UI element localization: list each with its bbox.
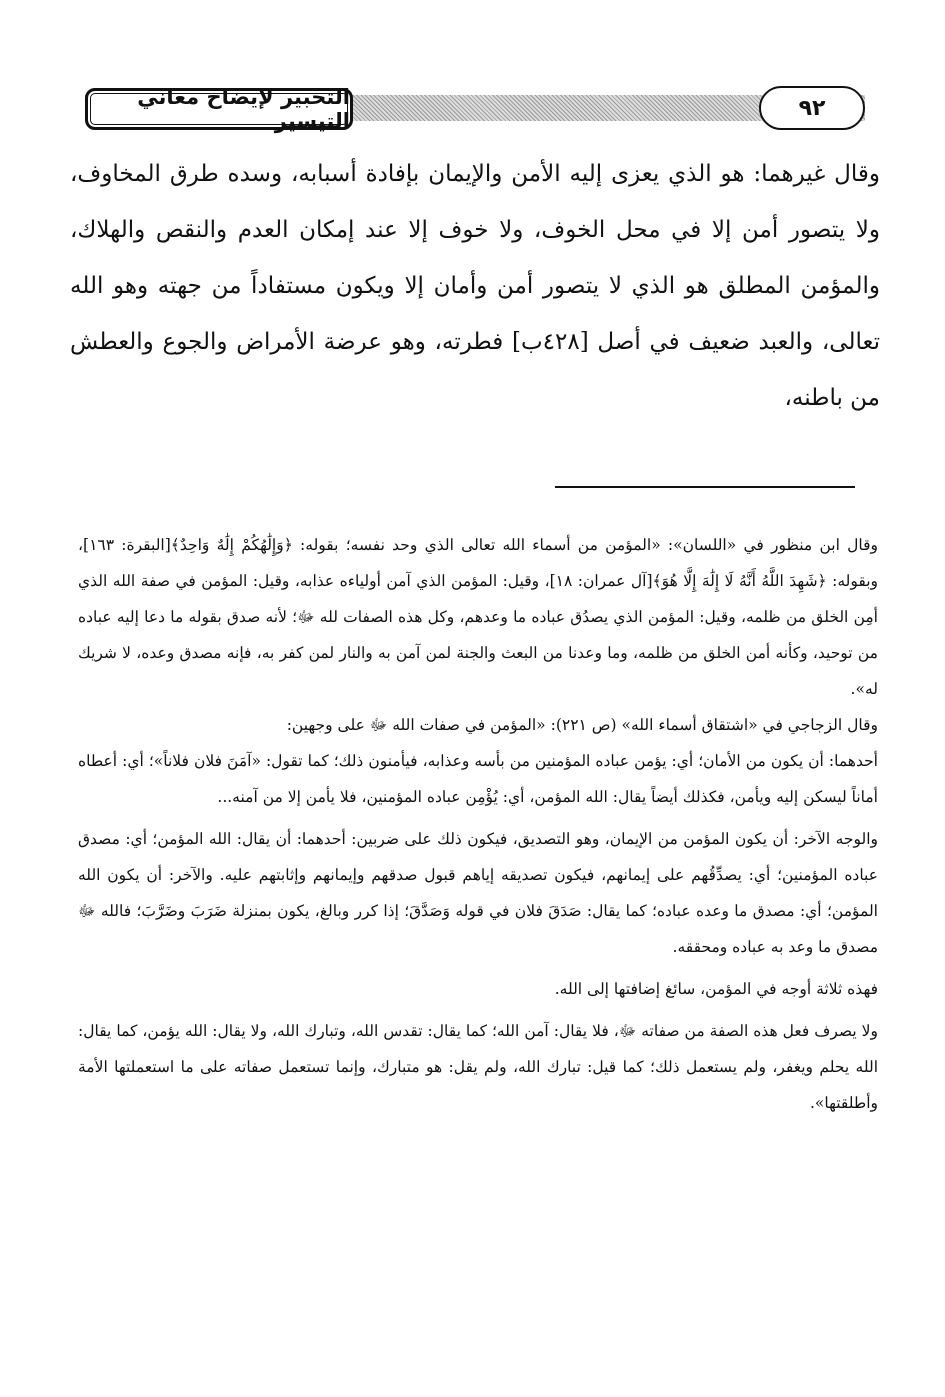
- footnote-paragraph: فهذه ثلاثة أوجه في المؤمن، سائغ إضافتها إلى الله.: [554, 980, 878, 998]
- footnote-paragraph: أحدهما: أن يكون من الأمان؛ أي: يؤمن عباده المؤمنين من بأسه وعذابه، فيأمنون ذلك؛ كما تقول: «آمَنَ فلان فلاناً»؛ أي: أعطاه أماناً ليسكن إليه ويأمن، فكذلك أيضاً يقال: الله المؤمن، أي: يُؤْمِن عباده المؤمنين، فلا يأمن إلا من آمنه...: [78, 752, 878, 806]
- page-header: [85, 84, 865, 133]
- footnote-paragraph: وقال الزجاجي في «اشتقاق أسماء الله» (ص ٢٢١): «المؤمن في صفات الله ﷻ على وجهين:: [286, 716, 878, 734]
- main-text: [70, 146, 880, 426]
- running-title: التحبير لإيضاح معاني التيسير: [85, 88, 353, 130]
- footnote-paragraph: والوجه الآخر: أن يكون المؤمن من الإيمان، وهو التصديق، فيكون ذلك على ضربين: أحدهما: أن يقال: الله المؤمن؛ أي: مصدق عباده المؤمنين؛ أي: يصدِّقُهم على إيمانهم، فيكون تصديقه إياهم قبول صدقهم وإيمانهم وإثابتهم عليه. والآخر: أن يكون الله المؤمن؛ أي: مصدق ما وعده عباده؛ كما يقال: صَدَقَ فلان في قوله وَصَدَّقَ؛ إذا كرر وبالغ، يكون بمنزلة ضَرَبَ وضَرَّبَ؛ فالله ﷻ مصدق ما وعد به عباده ومحققه.: [78, 830, 878, 956]
- footnote-paragraph: ولا يصرف فعل هذه الصفة من صفاته ﷻ، فلا يقال: آمن الله؛ كما يقال: تقدس الله، وتبارك الله، ولا يقال: الله يؤمن، كما يقال: الله يحلم ويغفر، ولم يستعمل ذلك؛ كما قيل: تبارك الله، ولم يقل: هو متبارك، وإنما تستعمل صفاته على ما استعملتها الأمة وأطلقتها».: [78, 1022, 878, 1112]
- footnote-separator: [555, 486, 855, 488]
- page-number: ٩٢: [759, 86, 865, 130]
- main-paragraph: وقال غيرهما: هو الذي يعزى إليه الأمن والإيمان بإفادة أسبابه، وسده طرق المخاوف، ولا يتصور أمن إلا في محل الخوف، ولا خوف إلا عند إمكان العدم والنقص والهلاك، والمؤمن المطلق هو الذي لا يتصور أمن وأمان إلا ويكون مستفاداً من جهته وهو الله تعالى، والعبد ضعيف في أصل [٤٢٨ب] فطرته، وهو عرضة الأمراض والجوع والعطش من باطنه،: [70, 161, 880, 411]
- footnotes: [78, 527, 878, 1121]
- footnote-paragraph: وقال ابن منظور في «اللسان»: «المؤمن من أسماء الله تعالى الذي وحد نفسه؛ بقوله: ﴿وَإِلَٰهُكُمْ إِلَٰهٌ وَاحِدٌ﴾[البقرة: ١٦٣]، وبقوله: ﴿شَهِدَ اللَّهُ أَنَّهُ لَا إِلَٰهَ إِلَّا هُوَ﴾[آل عمران: ١٨]، وقيل: المؤمن الذي آمن أولياءه عذابه، وقيل: المؤمن في صفة الله الذي أمِن الخلق من ظلمه، وقيل: المؤمن الذي يصدُق عباده ما وعدهم، وكل هذه الصفات لله ﷻ؛ لأنه صدق بقوله ما دعا إليه عباده من توحيد، وكأنه أمن الخلق من ظلمه، وما وعدنا من البعث والجنة لمن آمن به والنار لمن كفر به، فإنه مصدق وعده، لا شريك له».: [78, 536, 878, 698]
